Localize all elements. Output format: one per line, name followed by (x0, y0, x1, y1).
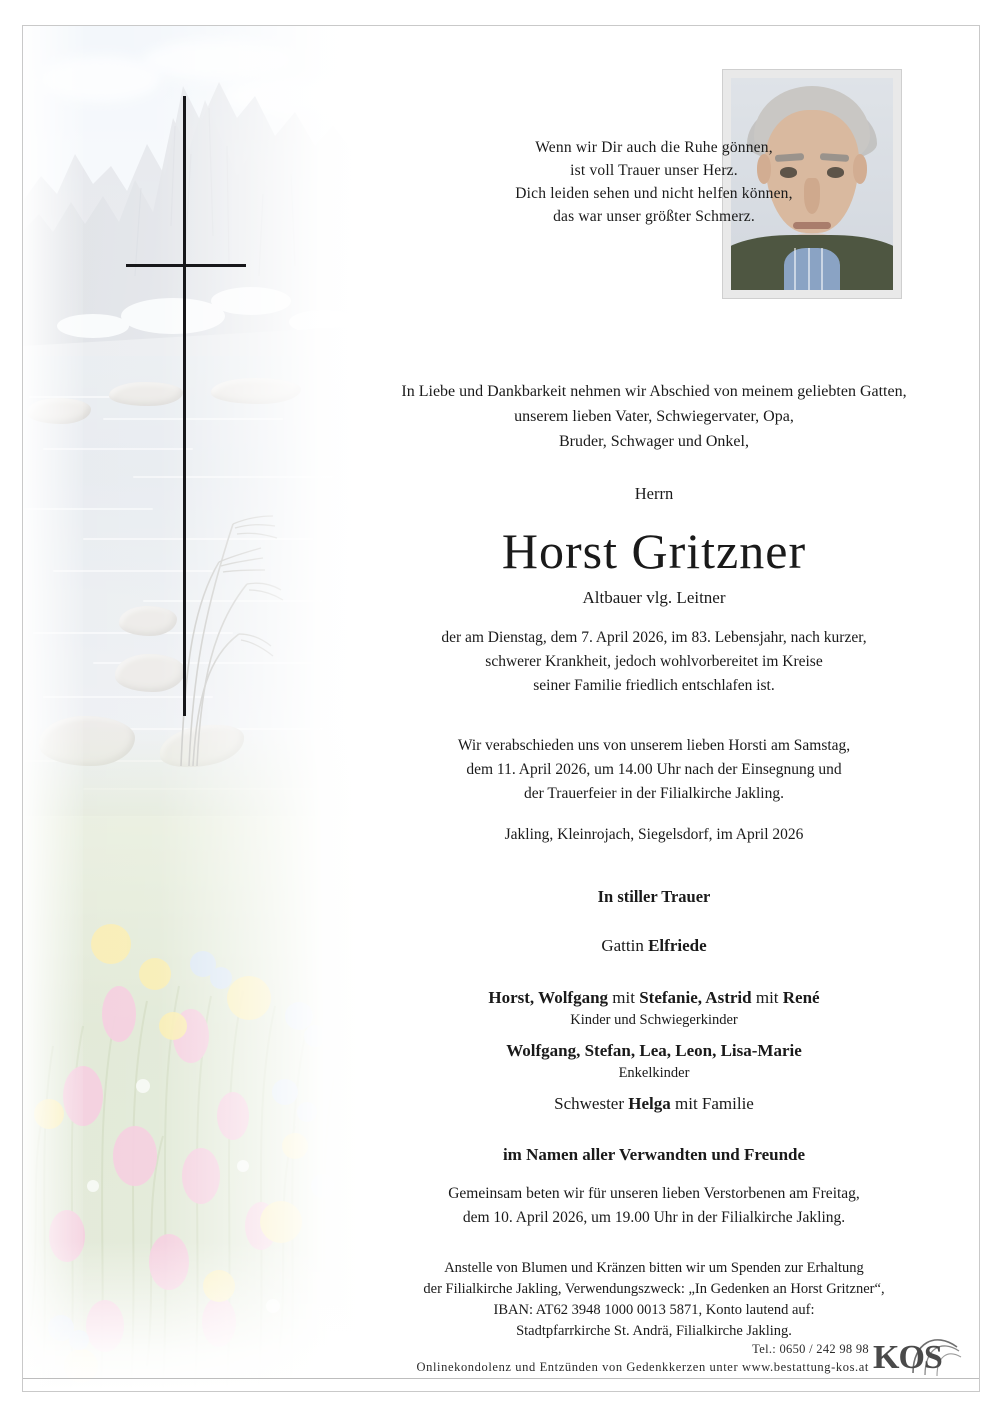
poem-line: Wenn wir Dir auch die Ruhe gönnen, (535, 139, 773, 156)
photo-left-fade (23, 26, 83, 1391)
family-name: Wolfgang, Stefan, Lea, Leon, Lisa-Marie (506, 1041, 802, 1060)
service-line: der Trauerfeier in der Filialkirche Jakling. (524, 785, 784, 802)
prayer-line: Gemeinsam beten wir für unseren lieben Verstorbenen am Freitag, (448, 1185, 860, 1202)
service-line: Wir verabschieden uns von unserem lieben Horsti am Samstag, (457, 737, 851, 754)
cross-icon-horizontal (126, 264, 246, 267)
family-prefix: Schwester (554, 1094, 629, 1113)
kos-logo (873, 1333, 973, 1379)
deceased-name: Horst Gritzner (501, 523, 807, 579)
obituary-card (22, 25, 980, 1392)
online-condolence-text: Onlinekondolenz und Entzünden von Gedenkkerzen unter www.bestattung-kos.at (416, 1360, 869, 1374)
kos-logo-text: KOS (873, 1339, 942, 1376)
family-name: Horst, Wolfgang (488, 988, 609, 1007)
intro-line: In Liebe und Dankbarkeit nehmen wir Abschied von meinem geliebten Gatten, (401, 383, 907, 400)
prayer-details (329, 1182, 979, 1230)
intro-line: unserem lieben Vater, Schwiegervater, Opa, (514, 408, 794, 425)
poem-line: ist voll Trauer unser Herz. (570, 162, 738, 179)
donation-line: der Filialkirche Jakling, Verwendungszweck: „In Gedenken an Horst Gritzner“, (423, 1281, 885, 1297)
family-conjunction: mit (608, 988, 640, 1007)
family-suffix: mit Familie (670, 1094, 754, 1113)
family-entry-spouse (329, 934, 979, 958)
phone-number: Tel.: 0650 / 242 98 98 (752, 1342, 869, 1356)
funeral-service-details (329, 734, 979, 806)
family-name: René (782, 988, 820, 1007)
cross-icon-vertical (183, 96, 186, 716)
family-name: Stefanie, Astrid (639, 988, 752, 1007)
prayer-line: dem 10. April 2026, um 19.00 Uhr in der Filialkirche Jakling. (462, 1209, 846, 1226)
death-line: seiner Familie friedlich entschlafen ist. (533, 677, 775, 694)
decorative-nature-photo (23, 26, 363, 1391)
family-prefix: Gattin (601, 936, 649, 955)
family-conjunction: mit (751, 988, 783, 1007)
service-line: dem 11. April 2026, um 14.00 Uhr nach der Einsegnung und (466, 761, 842, 778)
death-announcement (329, 626, 979, 698)
salutation: Herrn (634, 484, 674, 503)
poem-line: Dich leiden sehen und nicht helfen können, (515, 185, 793, 202)
family-closing (329, 1143, 979, 1167)
family-entry-grandchildren (329, 1039, 979, 1084)
family-entry-children (329, 986, 979, 1031)
family-entry-sister (329, 1092, 979, 1116)
poem-line: das war unser größter Schmerz. (553, 208, 755, 225)
place-and-date: Jakling, Kleinrojach, Siegelsdorf, im April 2026 (504, 826, 804, 843)
footer-divider (23, 1378, 979, 1379)
donation-line: Stadtpfarrkirche St. Andrä, Filialkirche Jakling. (516, 1323, 792, 1339)
family-role: Kinder und Schwiegerkinder (570, 1012, 738, 1028)
family-name: Elfriede (648, 936, 707, 955)
obituary-text-column (329, 26, 979, 1339)
memorial-poem (329, 136, 979, 228)
footer (23, 1335, 979, 1391)
donation-line: Anstelle von Blumen und Kränzen bitten wir um Spenden zur Erhaltung (444, 1260, 864, 1276)
death-line: der am Dienstag, dem 7. April 2026, im 83. Lebensjahr, nach kurzer, (441, 629, 867, 646)
donation-details (329, 1258, 979, 1342)
death-line: schwerer Krankheit, jedoch wohlvorbereitet im Kreise (485, 653, 823, 670)
intro-paragraph (329, 379, 979, 454)
closing-text: im Namen aller Verwandten und Freunde (502, 1145, 806, 1164)
family-role: Enkelkinder (618, 1065, 690, 1081)
family-name: Helga (628, 1094, 671, 1113)
deceased-subtitle: Altbauer vlg. Leitner (582, 588, 726, 607)
mourning-heading: In stiller Trauer (597, 887, 711, 906)
intro-line: Bruder, Schwager und Onkel, (559, 433, 749, 450)
donation-line: IBAN: AT62 3948 1000 0013 5871, Konto lautend auf: (493, 1302, 815, 1318)
